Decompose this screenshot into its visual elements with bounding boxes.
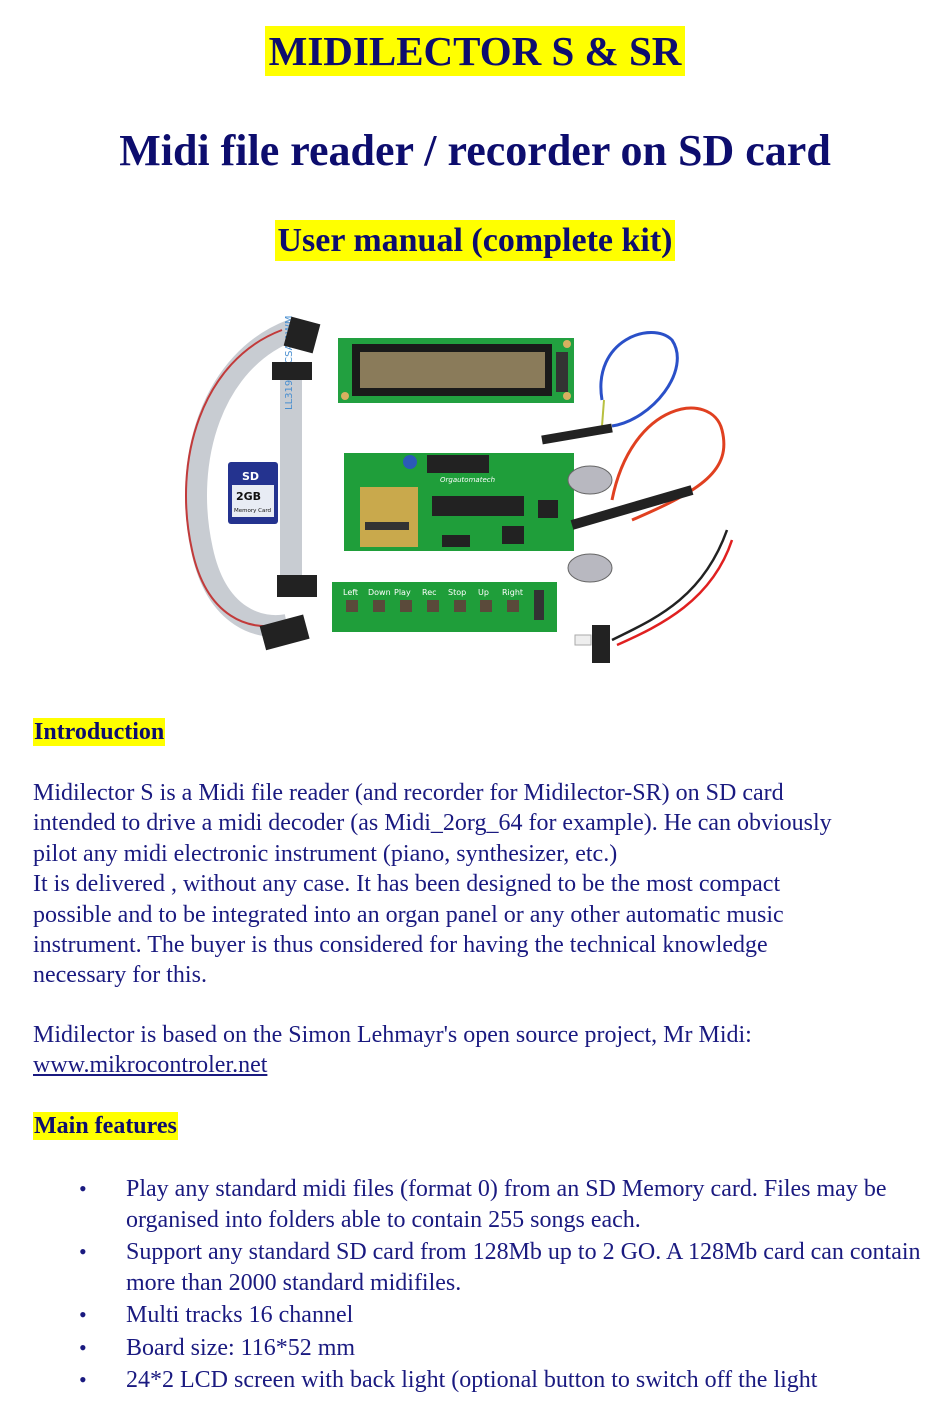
mikrocontroler-link[interactable]: www.mikrocontroler.net bbox=[33, 1052, 268, 1079]
main-board bbox=[344, 453, 574, 551]
feature-text: Multi tracks 16 channel bbox=[126, 1302, 354, 1328]
svg-text:2GB: 2GB bbox=[236, 490, 262, 503]
button-board bbox=[332, 582, 557, 632]
bullet-icon: • bbox=[79, 1176, 87, 1201]
source-text: Midilector is based on the Simon Lehmayr's open source project, Mr Midi: bbox=[33, 1022, 752, 1048]
intro-line: possible and to be integrated into an organ panel or any other automatic music bbox=[33, 901, 784, 928]
document-title bbox=[0, 26, 950, 76]
source-paragraph bbox=[33, 1020, 933, 1081]
svg-text:Rec: Rec bbox=[422, 588, 437, 597]
intro-line: pilot any midi electronic instrument (piano, synthesizer, etc.) bbox=[33, 840, 618, 867]
feature-text: Play any standard midi files (format 0) from an SD Memory card. Files may be organised into folders able to contain 255 songs each. bbox=[126, 1176, 887, 1233]
feature-text: Support any standard SD card from 128Mb up to 2 GO. A 128Mb card can contain more than 2000 standard midifiles. bbox=[126, 1239, 921, 1296]
sd-card bbox=[228, 462, 278, 524]
document-title-text: MIDILECTOR S & SR bbox=[265, 26, 686, 76]
bullet-icon: • bbox=[79, 1302, 87, 1327]
lcd-module bbox=[338, 338, 574, 403]
svg-text:Stop: Stop bbox=[448, 588, 467, 597]
manual-label bbox=[0, 219, 950, 263]
bullet-icon: • bbox=[79, 1367, 87, 1392]
intro-line: It is delivered , without any case. It has been designed to be the most compact bbox=[33, 871, 781, 898]
intro-line: necessary for this. bbox=[33, 962, 207, 989]
feature-item bbox=[0, 1333, 950, 1364]
svg-text:SD: SD bbox=[242, 470, 260, 483]
intro-line: intended to drive a midi decoder (as Midi_2org_64 for example). He can obviously bbox=[33, 810, 832, 837]
svg-text:Play: Play bbox=[394, 588, 411, 597]
feature-text: Board size: 116*52 mm bbox=[126, 1334, 356, 1361]
bullet-icon: • bbox=[79, 1239, 87, 1264]
main-features-heading bbox=[33, 1110, 178, 1142]
svg-text:Down: Down bbox=[368, 588, 391, 597]
introduction-heading-text: Introduction bbox=[34, 719, 165, 745]
intro-line: instrument. The buyer is thus considered for having the technical knowledge bbox=[33, 932, 768, 959]
bullet-icon: • bbox=[79, 1334, 87, 1360]
feature-item bbox=[0, 1300, 950, 1331]
svg-text:Memory Card: Memory Card bbox=[234, 508, 271, 514]
intro-line: Midilector S is a Midi file reader (and recorder for Midilector-SR) on SD card bbox=[33, 780, 784, 806]
svg-text:Up: Up bbox=[478, 588, 489, 597]
svg-text:Left: Left bbox=[343, 588, 359, 597]
feature-item bbox=[0, 1174, 950, 1235]
feature-item bbox=[0, 1365, 950, 1396]
introduction-paragraph bbox=[33, 778, 933, 991]
svg-text:Orgautomatech: Orgautomatech bbox=[440, 476, 496, 484]
feature-item bbox=[0, 1237, 950, 1298]
kit-photo bbox=[172, 300, 772, 685]
document-subtitle-text: Midi file reader / recorder on SD card bbox=[119, 126, 831, 175]
manual-label-text: User manual (complete kit) bbox=[277, 222, 673, 259]
main-features-heading-text: Main features bbox=[34, 1113, 177, 1139]
introduction-heading bbox=[33, 716, 165, 748]
feature-text: 24*2 LCD screen with back light (optional button to switch off the light bbox=[126, 1367, 818, 1393]
features-list bbox=[0, 1174, 950, 1398]
svg-text:Right: Right bbox=[502, 588, 524, 597]
document-subtitle bbox=[0, 123, 950, 179]
